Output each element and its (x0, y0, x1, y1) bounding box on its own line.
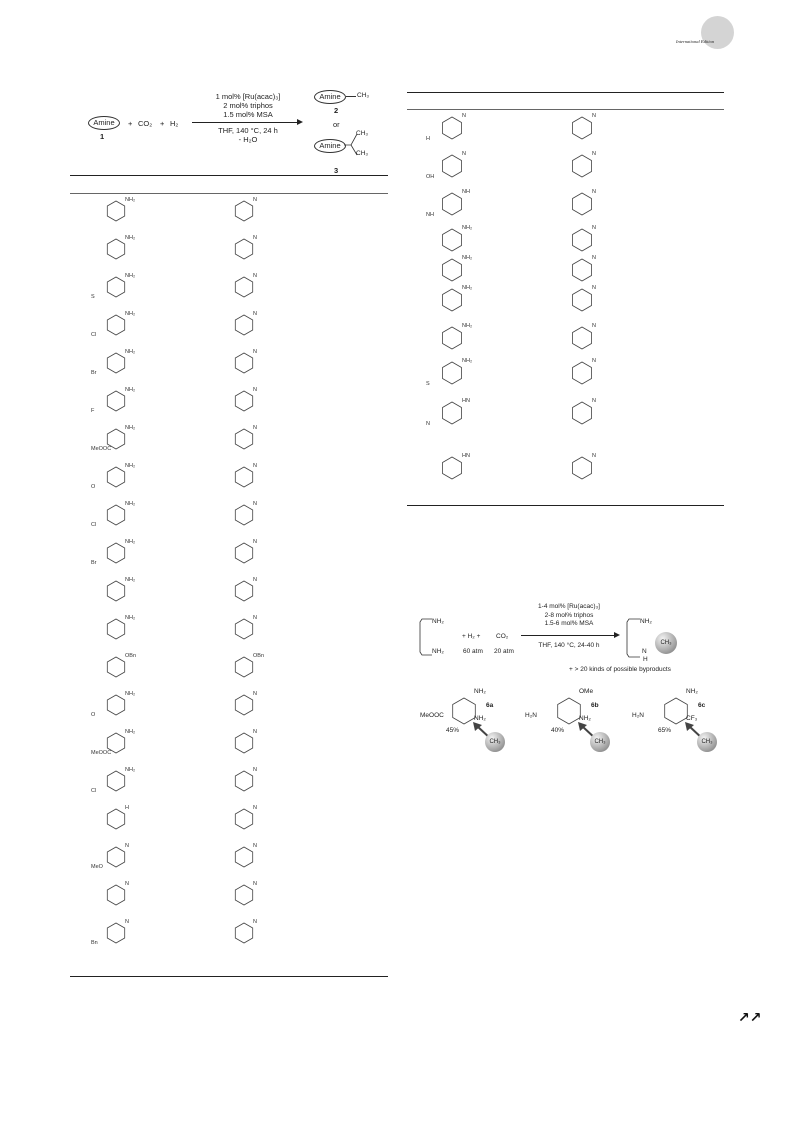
table-right-product-2 (570, 151, 596, 178)
table-left-substrate-6 (91, 387, 136, 414)
table-left-substrate-5-amine-label: NH₂ (125, 349, 136, 355)
table-left-substrate-3-amine-label: NH₂ (125, 273, 136, 279)
scheme1-compound-1: 1 (100, 132, 105, 141)
next-page-arrows[interactable]: ↗↗ (738, 1009, 762, 1025)
table-right-substrate-5 (440, 255, 473, 282)
table-left-substrate-8 (91, 463, 136, 490)
table-right-substrate-3 (426, 189, 470, 218)
scheme2-product-methyl-sphere: CH₃ (697, 732, 717, 752)
table-right-product-9 (570, 398, 596, 425)
table-left-substrate-16-substituent-label: Cl (91, 788, 97, 794)
scheme1-condition-1: 1 mol% [Ru(acac)₃] (215, 92, 281, 101)
table-left-substrate-12-amine-label: NH₂ (125, 615, 136, 621)
scheme2-nh2-top: NH₂ (432, 618, 444, 625)
table-left-product-4-amine-label: N (253, 311, 257, 317)
table-right-product-5-amine-label: N (592, 255, 596, 261)
table-right-substrate-1 (426, 113, 466, 142)
table-right-product-10-amine-label: N (592, 453, 596, 459)
table-left-product-9-amine-label: N (253, 501, 257, 507)
table-right-substrate-3-substituent-label: NH (426, 212, 434, 218)
table-right-substrate-2 (426, 151, 466, 180)
scheme2-byproducts-note: + > 20 kinds of possible byproducts (569, 666, 671, 673)
table-left-substrate-6-substituent-label: F (91, 408, 95, 414)
table-right-product-9-amine-label: N (592, 398, 596, 404)
table-right-substrate-10 (440, 453, 470, 480)
table-left-substrate-20-amine-label: N (125, 919, 129, 925)
table-left-substrate-5 (91, 349, 136, 376)
scheme2-product-id: 6c (698, 702, 706, 709)
scheme2-product-top-group: OMe (579, 688, 594, 695)
table-left-product-6 (233, 387, 257, 412)
scheme2-product-n: N (642, 648, 647, 655)
table-left-substrate-14-amine-label: NH₂ (125, 691, 136, 697)
scheme2-co2: CO₂ (496, 633, 509, 640)
table-left-product-3-amine-label: N (253, 273, 257, 279)
table-left-substrate-7 (91, 425, 136, 452)
table-right-bottom-rule (407, 505, 724, 506)
table-left-substrate-17 (105, 805, 129, 830)
scheme1-reaction-arrow-line (192, 122, 298, 123)
table-left-product-4 (233, 311, 257, 336)
table-left-substrate-15-substituent-label: MeOOC (91, 750, 112, 756)
table-left-substrate-10-amine-label: NH₂ (125, 539, 136, 545)
table-left-substrate-4 (91, 311, 136, 338)
table-right-product-5 (570, 255, 596, 282)
scheme2-product-h: H (643, 656, 648, 663)
table-left-substrate-19 (105, 881, 129, 906)
table-right-product-8 (570, 358, 596, 385)
scheme2-product-id: 6a (486, 702, 494, 709)
table-left-substrate-4-substituent-label: Cl (91, 332, 97, 338)
scheme1-h2: H₂ (170, 119, 179, 128)
table-left-substrate-3-substituent-label: S (91, 294, 95, 300)
table-left-product-17 (233, 805, 257, 830)
scheme1-condition-5: - H₂O (238, 135, 258, 144)
scheme2-product-top-group: NH₂ (686, 688, 698, 695)
scheme1-co2: CO₂ (138, 119, 153, 128)
table-left-product-19 (233, 881, 257, 906)
table-left-product-16-amine-label: N (253, 767, 257, 773)
table-left-product-9 (233, 501, 257, 526)
table-right-product-3 (570, 189, 596, 216)
table-left-substrate-10-substituent-label: Br (91, 560, 97, 566)
scheme1-conditions-bottom (193, 126, 303, 144)
table-left-substrate-8-substituent-label: O (91, 484, 96, 490)
scheme1-conditions-top (193, 92, 303, 119)
table-left-substrate-12 (105, 615, 136, 640)
table-right-substrate-3-amine-label: NH (462, 189, 470, 195)
table-left-product-7 (233, 425, 257, 450)
table-left-substrate-9-amine-label: NH₂ (125, 501, 136, 507)
table-left-substrate-15-amine-label: NH₂ (125, 729, 136, 735)
table-left-product-5-amine-label: N (253, 349, 257, 355)
table-left-substrate-7-substituent-label: MeOOC (91, 446, 112, 452)
scheme1-product3-amine-oval: Amine (314, 139, 346, 153)
scheme2-co2-pressure: 20 atm (494, 648, 514, 655)
table-left-substrate-16-amine-label: NH₂ (125, 767, 136, 773)
scheme1-product3-ch3-top: CH₃ (356, 130, 369, 137)
scheme1-product2-ch3: CH₃ (357, 92, 370, 99)
scheme2-condition-2: 2-8 mol% triphos (544, 611, 594, 619)
table-left-substrate-3 (91, 273, 136, 300)
table-left-substrate-20 (91, 919, 129, 946)
table-left-product-11-amine-label: N (253, 577, 257, 583)
table-right-product-1 (570, 113, 596, 140)
table-right-substrate-8-amine-label: NH₂ (462, 358, 473, 364)
scheme1-condition-4: THF, 140 °C, 24 h (218, 126, 278, 135)
scheme1-amine-oval: Amine (88, 116, 120, 130)
table-left-product-2 (233, 235, 257, 260)
table-left-product-7-amine-label: N (253, 425, 257, 431)
table-left-substrate-18-amine-label: N (125, 843, 129, 849)
table-left-substrate-13 (105, 653, 137, 678)
table-left-substrate-6-amine-label: NH₂ (125, 387, 136, 393)
scheme2-product-yield: 45% (446, 727, 460, 734)
table-left-substrate-14 (91, 691, 136, 718)
table-right-substrate-10-amine-label: HN (462, 453, 470, 459)
table-right-substrate-1-substituent-label: H (426, 136, 430, 142)
scheme2-product-left-group: H₂N (525, 712, 537, 719)
table-left-product-15 (233, 729, 257, 754)
table-left-product-18-amine-label: N (253, 843, 257, 849)
scheme2-product-yield: 40% (551, 727, 565, 734)
table-left-product-1-amine-label: N (253, 197, 257, 203)
scheme2-plus-h2: + H₂ + (462, 633, 481, 640)
table-left-product-3 (233, 273, 257, 298)
table-left-product-20 (233, 919, 257, 944)
scheme1-product3-ch3-bottom: CH₃ (356, 150, 369, 157)
table-left-substrate-7-amine-label: NH₂ (125, 425, 136, 431)
table-left-product-20-amine-label: N (253, 919, 257, 925)
scheme2-product-left-group: MeOOC (420, 712, 444, 719)
scheme1-reaction-arrow-head (297, 119, 303, 125)
table-left-product-8 (233, 463, 257, 488)
table-right-product-10 (570, 453, 596, 480)
table-left-top-rule (70, 175, 388, 176)
table-left-substrate-2 (105, 235, 136, 260)
table-left-substrate-11 (105, 577, 136, 602)
table-left-substrate-15 (91, 729, 136, 756)
table-left-substrate-2-amine-label: NH₂ (125, 235, 136, 241)
table-right-substrate-4 (440, 225, 473, 252)
table-right-product-8-amine-label: N (592, 358, 596, 364)
scheme1-compound-2: 2 (334, 106, 339, 115)
scheme1-plus-2: + (160, 119, 165, 128)
table-left-substrate-9 (91, 501, 136, 528)
table-right-substrate-7 (440, 323, 473, 350)
table-left-product-16 (233, 767, 257, 792)
scheme1-or: or (333, 120, 340, 129)
table-left-substrate-17-amine-label: H (125, 805, 129, 811)
table-right-product-7-amine-label: N (592, 323, 596, 329)
table-left-substrate-13-amine-label: OBn (125, 653, 137, 659)
table-right-substrate-9-substituent-label: N (426, 421, 430, 427)
table-left-product-14-amine-label: N (253, 691, 257, 697)
scheme2-product-left-group: H₂N (632, 712, 644, 719)
scheme1-product2-bond (346, 96, 356, 97)
table-right-top-rule (407, 92, 724, 93)
scheme2-condition-3: 1.5-6 mol% MSA (544, 620, 594, 627)
table-right-substrate-5-amine-label: NH₂ (462, 255, 473, 261)
table-right-product-3-amine-label: N (592, 189, 596, 195)
table-left-product-5 (233, 349, 257, 374)
table-left-substrate-18-substituent-label: MeO (91, 864, 103, 870)
table-left-substrate-5-substituent-label: Br (91, 370, 97, 376)
table-right-substrate-8-substituent-label: S (426, 381, 430, 387)
scheme2-product-mid-group: NH₂ (579, 715, 591, 722)
table-left-product-12 (233, 615, 257, 640)
scheme2-reaction-arrow-head (614, 632, 620, 638)
table-left-substrate-9-substituent-label: Cl (91, 522, 97, 528)
table-right-product-4 (570, 225, 596, 252)
scheme2-product-mid-group: CF₃ (686, 715, 698, 722)
table-left-product-8-amine-label: N (253, 463, 257, 469)
scheme1-compound-3: 3 (334, 166, 339, 175)
table-left-substrate-11-amine-label: NH₂ (125, 577, 136, 583)
scheme2-product-methyl-sphere: CH₃ (485, 732, 505, 752)
table-left-product-12-amine-label: N (253, 615, 257, 621)
table-right-product-6 (570, 285, 596, 312)
table-left-product-1 (233, 197, 257, 222)
table-left-product-2-amine-label: N (253, 235, 257, 241)
scheme2-condition-1: 1-4 mol% [Ru(acac)₃] (538, 603, 600, 610)
table-right-header-rule (407, 109, 724, 110)
scheme1-condition-2: 2 mol% triphos (223, 101, 273, 110)
scheme1-plus-1: + (128, 119, 133, 128)
table-right-substrate-8 (426, 358, 473, 387)
table-right-substrate-4-amine-label: NH₂ (462, 225, 473, 231)
table-left-product-13 (233, 653, 265, 678)
table-left-product-17-amine-label: N (253, 805, 257, 811)
scheme2-conditions-top (518, 603, 620, 629)
table-right-substrate-2-substituent-label: OH (426, 174, 435, 180)
table-right-product-7 (570, 323, 596, 350)
scheme2-methyl-sphere: CH₃ (655, 632, 677, 654)
scheme2-reaction-arrow-line (521, 635, 615, 636)
scheme2-condition-bottom: THF, 140 °C, 24-40 h (538, 642, 600, 649)
table-left-product-10 (233, 539, 257, 564)
table-left-substrate-14-substituent-label: O (91, 712, 96, 718)
scheme1-product2-amine-oval: Amine (314, 90, 346, 104)
table-left-substrate-4-amine-label: NH₂ (125, 311, 136, 317)
table-right-substrate-6-amine-label: NH₂ (462, 285, 473, 291)
table-left-substrate-10 (91, 539, 136, 566)
table-left-product-19-amine-label: N (253, 881, 257, 887)
table-right-substrate-9 (426, 398, 470, 427)
table-left-substrate-1 (105, 197, 136, 222)
table-left-product-13-amine-label: OBn (253, 653, 265, 659)
scheme1-condition-3: 1.5 mol% MSA (223, 110, 273, 119)
table-left-product-14 (233, 691, 257, 716)
table-right-product-2-amine-label: N (592, 151, 596, 157)
scheme2-product-nh2: NH₂ (640, 618, 652, 625)
table-right-substrate-6 (440, 285, 473, 312)
table-left-product-10-amine-label: N (253, 539, 257, 545)
scheme2-product-id: 6b (591, 702, 599, 709)
journal-edition-label: International Edition (676, 39, 715, 44)
table-right-substrate-2-amine-label: N (462, 151, 466, 157)
table-right-product-1-amine-label: N (592, 113, 596, 119)
scheme2-nh2-bottom: NH₂ (432, 648, 444, 655)
scheme2-product-methyl-sphere: CH₃ (590, 732, 610, 752)
table-left-substrate-18 (91, 843, 129, 870)
table-left-header-rule (70, 193, 388, 194)
table-left-substrate-8-amine-label: NH₂ (125, 463, 136, 469)
table-left-substrate-16 (91, 767, 136, 794)
table-left-product-6-amine-label: N (253, 387, 257, 393)
table-right-product-4-amine-label: N (592, 225, 596, 231)
scheme2-h2-pressure: 60 atm (463, 648, 483, 655)
scheme2-product-top-group: NH₂ (474, 688, 486, 695)
table-left-bottom-rule (70, 976, 388, 977)
table-left-product-15-amine-label: N (253, 729, 257, 735)
table-left-product-11 (233, 577, 257, 602)
table-right-product-6-amine-label: N (592, 285, 596, 291)
table-right-substrate-1-amine-label: N (462, 113, 466, 119)
journal-badge-circle (701, 16, 734, 49)
scheme2-product-mid-group: NH₂ (474, 715, 486, 722)
table-left-substrate-19-amine-label: N (125, 881, 129, 887)
table-left-substrate-1-amine-label: NH₂ (125, 197, 136, 203)
table-right-substrate-9-amine-label: HN (462, 398, 470, 404)
table-right-substrate-7-amine-label: NH₂ (462, 323, 473, 329)
scheme2-product-yield: 65% (658, 727, 672, 734)
table-left-product-18 (233, 843, 257, 868)
table-left-substrate-20-substituent-label: Bn (91, 940, 98, 946)
